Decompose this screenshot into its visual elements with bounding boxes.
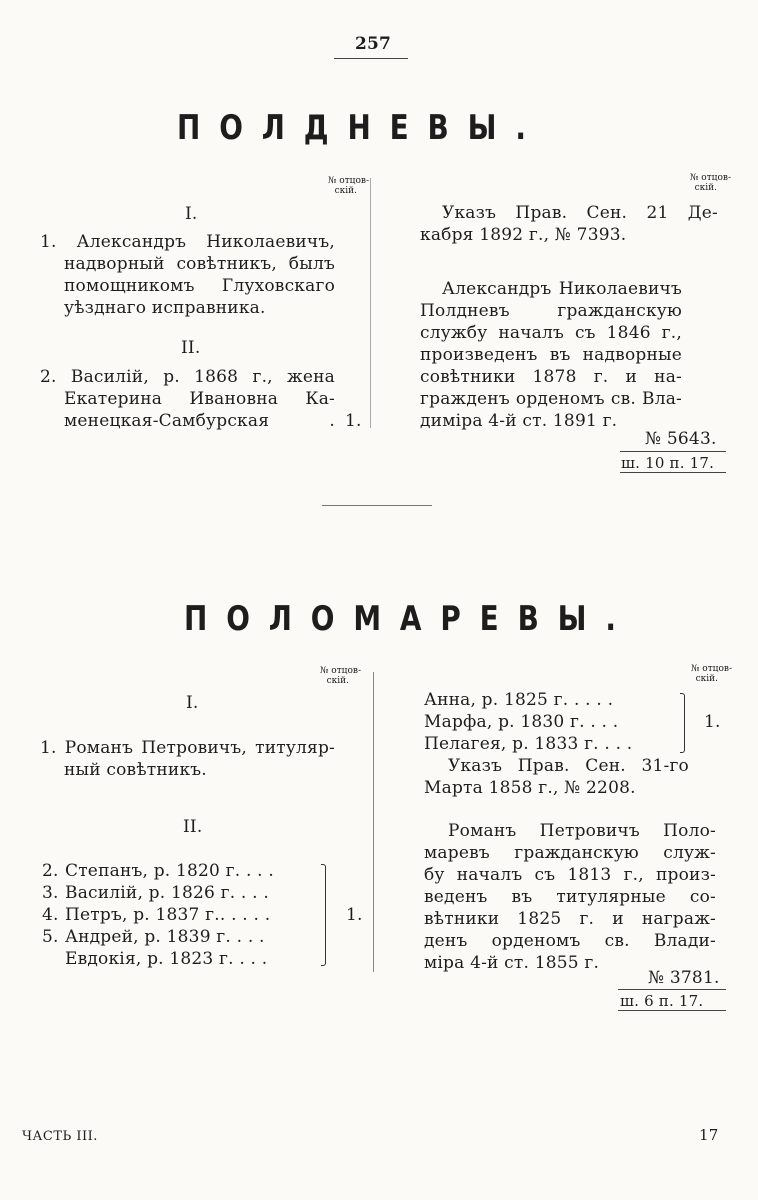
generation-heading-2: II. — [181, 338, 201, 358]
daughters-brace — [680, 693, 685, 753]
footer-sheet-number: 17 — [699, 1126, 719, 1144]
column-divider-2 — [373, 672, 374, 972]
shelf-rule-2 — [618, 1010, 726, 1011]
children-brace — [321, 864, 326, 966]
entry-roman: 1. Романъ Петровичъ, титуляр- ный совѣтникъ. — [40, 738, 335, 780]
entry-vasily: 2. Василій, р. 1868 г., жена Екатерина Ивановна Ка- менецкая-Самбурская . — [40, 367, 335, 431]
footer-part-label: ЧАСТЬ III. — [22, 1129, 98, 1144]
column-divider — [370, 178, 371, 428]
entry-aleksandr: 1. Александръ Николаевичъ, надворный совѣтникъ, былъ помощникомъ Глуховскаго уѣзднаго исправника. — [40, 232, 335, 318]
shelf-poldnevy: ш. 10 п. 17. — [621, 454, 715, 472]
decree-poldnevy: Указъ Прав. Сен. 21 Де- кабря 1892 г., № 7393. — [420, 203, 718, 245]
service-record-polomarevy: Романъ Петровичъ Поло- маревъ гражданскую служ- бу началъ съ 1813 г., произ- веденъ въ титулярные со- вѣтники 1825 г. и награж- денъ орденомъ св. Влади- міра 4-й ст. 1855 г. — [424, 821, 716, 973]
entry-vasily-ref: 1. — [345, 411, 362, 431]
shelf-rule-1 — [620, 472, 726, 473]
archive-number-poldnevy: № 5643. — [645, 429, 717, 449]
daughters-list: Анна, р. 1825 г. . . . . Марфа, р. 1830 г. . . . Пелагея, р. 1833 г. . . . — [424, 690, 633, 754]
service-record-poldnevy: Александръ Николаевичъ Полдневъ гражданскую службу началъ съ 1846 г., произведенъ въ надворные совѣтники 1878 г. и на- гражденъ орденомъ св. Вла- диміра 4-й ст. 1891 г. — [420, 279, 682, 431]
header-right-otsovsky-2: № отцов- скій. — [690, 664, 732, 684]
daughters-ref: 1. — [704, 712, 721, 732]
decree-polomarevy: Указъ Прав. Сен. 31-го Марта 1858 г., № 2208. — [424, 756, 689, 798]
section-title-polomarevy: ПОЛОМАРЕВЫ. — [184, 599, 635, 639]
page-number: 257 — [355, 34, 392, 54]
section-title-poldnevy: ПОЛДНЕВЫ. — [177, 108, 545, 148]
header-left-otsovsky: № отцов- скій. — [327, 176, 369, 196]
archive-number-polomarevy: № 3781. — [648, 968, 720, 988]
section-separator — [322, 505, 432, 506]
header-right-otsovsky: № отцов- скій. — [689, 173, 731, 193]
children-ref: 1. — [346, 905, 363, 925]
generation-heading-2b: II. — [183, 817, 203, 837]
page-number-rule — [334, 58, 408, 59]
shelf-polomarevy: ш. 6 п. 17. — [620, 992, 704, 1010]
header-left-otsovsky-2: № отцов- скій. — [319, 666, 361, 686]
generation-heading-1b: I. — [186, 693, 199, 713]
generation-heading-1: I. — [185, 204, 198, 224]
